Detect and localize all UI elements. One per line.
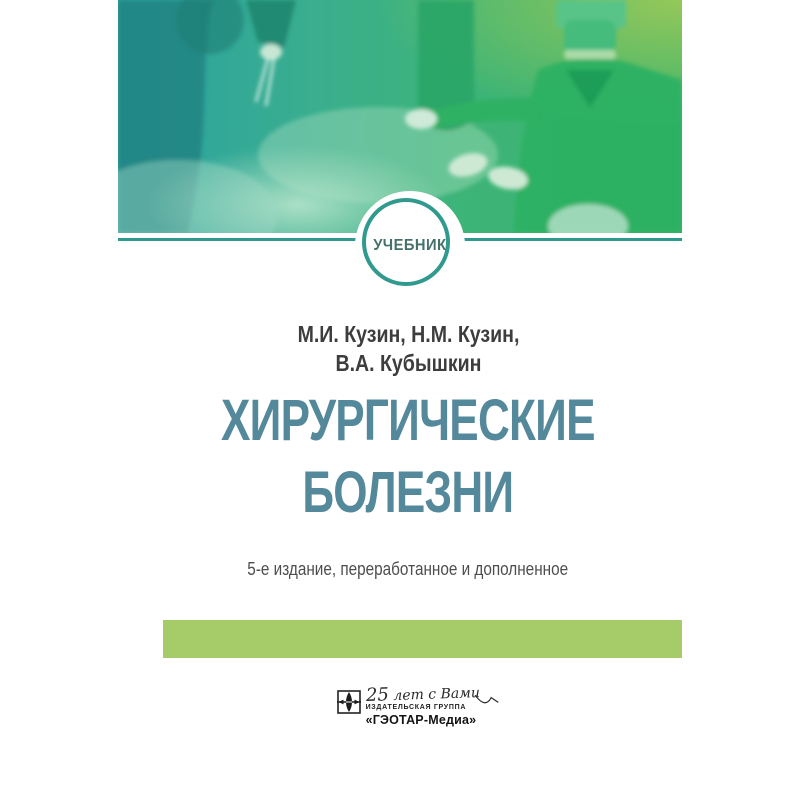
- book-title-line-2: БОЛЕЗНИ: [302, 460, 514, 525]
- anniversary-text: лет с Вами: [388, 685, 480, 705]
- title-row-1: [16, 388, 800, 453]
- author-line-2: В.А. Кубышкин: [334, 350, 481, 376]
- authors-block: [16, 320, 800, 378]
- anniversary-number: 25: [365, 684, 389, 706]
- book-title-line-1: ХИРУРГИЧЕСКИЕ: [221, 388, 595, 453]
- publisher-logo-block: [16, 686, 800, 727]
- edition-row: [16, 558, 800, 580]
- lens-arrow-icon: [337, 689, 361, 715]
- badge-label: УЧЕБНИК: [373, 237, 447, 254]
- green-accent-bar: [163, 620, 682, 658]
- textbook-badge: [355, 191, 465, 301]
- publisher-group-label: ИЗДАТЕЛЬСКАЯ ГРУППА: [365, 704, 467, 711]
- edition-note: 5-е издание, переработанное и дополненное: [247, 559, 569, 579]
- title-row-2: [16, 460, 800, 525]
- publisher-name: «ГЭОТАР-Медиа»: [365, 713, 477, 727]
- signature-swash-icon: [473, 692, 499, 707]
- author-line-1: М.И. Кузин, Н.М. Кузин,: [297, 321, 519, 347]
- anniversary-script: [365, 684, 479, 705]
